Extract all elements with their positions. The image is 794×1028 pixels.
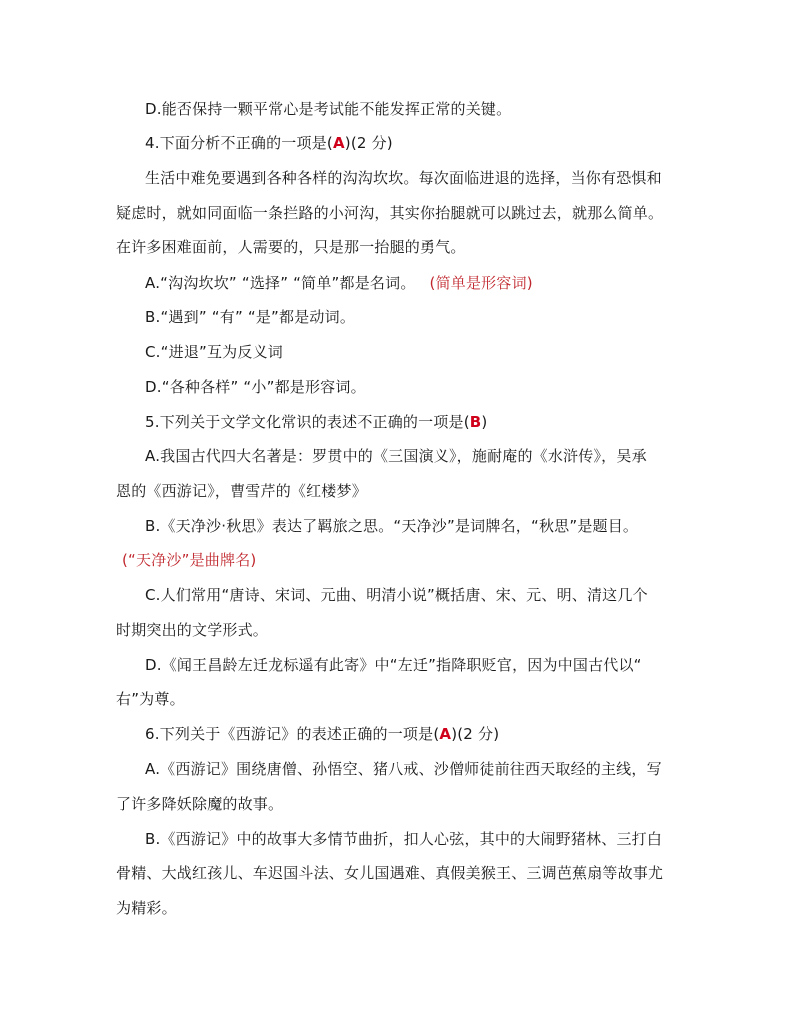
q4-passage-line-3: 在许多困难面前，人需要的，只是那一抬腿的勇气。 xyxy=(116,238,466,256)
q6-option-a-line-1: A.《西游记》围绕唐僧、孙悟空、猪八戒、沙僧师徒前往西天取经的主线，写 xyxy=(145,760,662,778)
q3-option-d: D.能否保持一颗平常心是考试能不能发挥正常的关键。 xyxy=(145,100,512,118)
q5-option-d-line-2: 右”为尊。 xyxy=(116,690,185,708)
q6-option-a-line-2: 了许多降妖除魔的故事。 xyxy=(116,795,284,813)
q6-option-b-line-1: B.《西游记》中的故事大多情节曲折，扣人心弦，其中的大闹野猪林、三打白 xyxy=(145,830,663,848)
q5-option-c-line-1: C.人们常用“唐诗、宋词、元曲、明清小说”概括唐、宋、元、明、清这几个 xyxy=(145,586,648,604)
q4-passage-line-1: 生活中难免要遇到各种各样的沟沟坎坎。每次面临进退的选择，当你有恐惧和 xyxy=(145,169,662,187)
q5-option-b-note: (“天净沙”是曲牌名) xyxy=(122,551,257,569)
q5-option-a-line-2: 恩的《西游记》，曹雪芹的《红楼梦》 xyxy=(116,482,367,500)
q6-answer: A xyxy=(439,725,452,743)
q4-passage-line-2: 疑虑时，就如同面临一条拦路的小河沟，其实你抬腿就可以跳过去，就那么简单。 xyxy=(116,204,664,222)
q6-stem: 6.下列关于《西游记》的表述正确的一项是(A)(2 分) xyxy=(145,725,500,743)
q4-option-c: C.“进退”互为反义词 xyxy=(145,343,283,361)
q5-stem: 5.下列关于文学文化常识的表述不正确的一项是(B) xyxy=(145,413,488,431)
q6-option-b-line-3: 为精彩。 xyxy=(116,899,177,917)
q5-option-b: B.《天净沙·秋思》表达了羁旅之思。“天净沙”是词牌名，“秋思”是题目。 xyxy=(145,517,639,535)
q6-option-b-line-2: 骨精、大战红孩儿、车迟国斗法、女儿国遇难、真假美猴王、三调芭蕉扇等故事尤 xyxy=(116,864,664,882)
q4-option-a: A.“沟沟坎坎” “选择” “简单”都是名词。 (简单是形容词) xyxy=(145,274,533,292)
q4-option-b: B.“遇到” “有” “是”都是动词。 xyxy=(145,308,356,326)
q5-option-c-line-2: 时期突出的文学形式。 xyxy=(116,621,269,639)
q5-option-d-line-1: D.《闻王昌龄左迁龙标遥有此寄》中“左迁”指降职贬官，因为中国古代以“ xyxy=(145,656,642,674)
q5-answer: B xyxy=(469,413,482,431)
q5-option-a-line-1: A.我国古代四大名著是：罗贯中的《三国演义》，施耐庵的《水浒传》，吴承 xyxy=(145,447,647,465)
q4-option-a-note: (简单是形容词) xyxy=(429,274,533,292)
q4-answer: A xyxy=(332,134,345,152)
q4-option-d: D.“各种各样” “小”都是形容词。 xyxy=(145,378,366,396)
q4-stem: 4.下面分析不正确的一项是(A)(2 分) xyxy=(145,134,393,152)
